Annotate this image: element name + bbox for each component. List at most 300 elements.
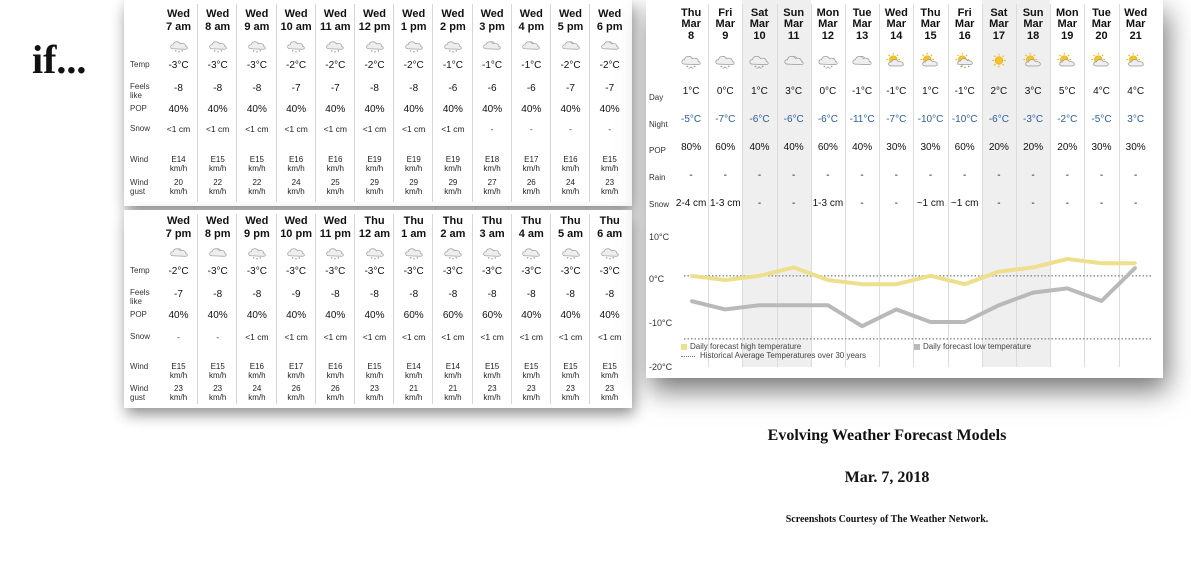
day-of-week: Mon — [816, 7, 840, 19]
hour-time: 5 am — [557, 228, 584, 240]
day-rain: - — [723, 170, 727, 181]
hour-day: Wed — [245, 8, 269, 20]
hour-wind: E15 — [602, 362, 617, 371]
hour-column — [237, 0, 276, 206]
sun-icon — [988, 52, 1010, 69]
hour-snow: <1 cm — [441, 332, 465, 342]
hour-icon-wrap — [590, 245, 629, 260]
day-of-week: Fri — [957, 7, 972, 19]
day-date: 18 — [1026, 30, 1040, 42]
hour-column — [551, 210, 590, 408]
hour-icon-wrap — [355, 38, 394, 53]
hour-icon-wrap — [433, 38, 472, 53]
legend-high: Daily forecast high temperature — [690, 342, 802, 351]
day-pop: 30% — [1125, 142, 1146, 153]
day-date: 17 — [992, 30, 1006, 42]
hour-snow: <1 cm — [284, 124, 308, 134]
day-rain: - — [860, 170, 864, 181]
day-date: 12 — [821, 30, 835, 42]
hour-column — [590, 0, 629, 206]
hour-gust-unit: km/h — [561, 393, 580, 402]
day-of-week: Thu — [681, 7, 702, 19]
hour-time: 8 am — [205, 21, 231, 33]
row-label-temp: Temp — [130, 60, 150, 69]
hour-feels-like: -7 — [605, 83, 615, 94]
day-column — [811, 0, 845, 367]
hour-feels-like: -8 — [526, 289, 536, 300]
snow-icon — [680, 52, 702, 69]
day-icon-wrap — [1050, 52, 1084, 69]
day-month: Mar — [1125, 18, 1146, 30]
row-label-pop: POP — [130, 310, 147, 319]
hour-snow: <1 cm — [245, 124, 269, 134]
sun-cloud-icon — [1022, 52, 1044, 69]
cloudy-icon — [208, 245, 228, 260]
day-pop: 60% — [817, 142, 838, 153]
hour-day: Thu — [521, 215, 542, 227]
hour-wind-unit: km/h — [326, 371, 344, 380]
hour-column — [433, 0, 472, 206]
light-snow-icon — [247, 38, 267, 53]
daily-row-label-night: Night — [649, 120, 668, 129]
hour-column — [277, 210, 316, 408]
day-of-week: Thu — [920, 7, 941, 19]
hour-icon-wrap — [277, 38, 316, 53]
hour-time: 10 am — [280, 21, 312, 33]
hour-icon-wrap — [473, 38, 512, 53]
hour-wind: E16 — [328, 362, 343, 371]
hour-temp: -3°C — [599, 266, 620, 277]
hour-column — [355, 210, 394, 408]
hour-column — [473, 210, 512, 408]
hour-temp: -3°C — [325, 266, 346, 277]
hour-feels-like: -9 — [291, 289, 301, 300]
hour-gust: 24 — [566, 178, 575, 187]
day-column — [742, 0, 776, 367]
hour-snow: <1 cm — [323, 124, 347, 134]
light-snow-icon — [443, 38, 463, 53]
hour-column — [551, 0, 590, 206]
hour-feels-like: -6 — [448, 83, 458, 94]
hour-day: Wed — [206, 8, 230, 20]
hour-time: 4 am — [518, 228, 544, 240]
hour-day: Wed — [166, 8, 191, 20]
cloudy-icon — [561, 38, 581, 53]
hour-column — [433, 210, 472, 408]
hour-column — [394, 0, 433, 206]
day-snow: - — [792, 198, 796, 209]
hour-gust-unit: km/h — [365, 187, 384, 196]
hour-wind: E17 — [524, 155, 539, 164]
day-date: 20 — [1095, 30, 1108, 42]
hour-snow: <1 cm — [519, 332, 543, 342]
hour-day: Thu — [560, 215, 581, 227]
day-month: Mar — [681, 18, 701, 30]
day-snow: ~1 cm — [916, 198, 945, 209]
hour-day: Wed — [166, 215, 191, 227]
hour-icon-wrap — [159, 38, 198, 53]
hour-icon-wrap — [277, 245, 316, 260]
day-icon-wrap — [948, 52, 982, 69]
day-month: Mar — [1023, 18, 1043, 30]
daily-forecast-panel — [646, 0, 1163, 378]
sun-cloud-icon — [1090, 52, 1112, 69]
night-low: -6°C — [817, 114, 838, 125]
hour-icon-wrap — [198, 245, 237, 260]
hour-feels-like: -8 — [252, 83, 262, 94]
row-label-wind: Wind — [130, 155, 149, 164]
hour-gust: 26 — [526, 178, 536, 187]
hour-time: 6 am — [597, 228, 623, 240]
hour-gust: 26 — [330, 384, 340, 393]
hour-time: 9 pm — [244, 228, 270, 240]
hour-day: Thu — [403, 215, 424, 227]
hour-snow: <1 cm — [401, 124, 426, 134]
hour-time: 5 pm — [557, 21, 584, 33]
daily-row-label-snow: Snow — [649, 200, 670, 209]
light-snow-icon — [325, 245, 345, 260]
hour-gust: 23 — [566, 384, 575, 393]
hour-column — [512, 0, 551, 206]
hour-feels-like: -7 — [174, 289, 183, 300]
light-snow-icon — [404, 245, 424, 260]
day-icon-wrap — [1016, 52, 1050, 69]
day-icon-wrap — [811, 52, 845, 69]
hour-snow: - — [529, 124, 533, 134]
hour-snow: <1 cm — [245, 332, 269, 342]
hour-wind: E19 — [406, 155, 421, 164]
sun-cloud-icon — [1125, 52, 1147, 69]
day-month: Mar — [989, 18, 1009, 30]
day-rain: - — [1099, 170, 1104, 181]
hour-gust: 25 — [330, 178, 340, 187]
hour-pop: 40% — [246, 310, 267, 321]
hour-snow: - — [177, 332, 180, 342]
hour-gust: 20 — [174, 178, 183, 187]
hour-icon-wrap — [394, 38, 433, 53]
legend-hist: Historical Average Temperatures over 30 years — [700, 351, 867, 360]
hour-day: Wed — [558, 8, 583, 20]
hour-time: 1 am — [401, 228, 427, 240]
light-snow-icon — [600, 245, 620, 260]
hour-wind: E14 — [171, 155, 186, 164]
row-label-feels: Feels like — [130, 82, 150, 100]
day-month: Mar — [715, 18, 736, 30]
hour-time: 3 pm — [479, 21, 505, 33]
day-date: 19 — [1061, 30, 1074, 42]
hour-wind-unit: km/h — [601, 164, 619, 173]
day-date: 15 — [924, 30, 937, 42]
light-snow-icon — [561, 245, 581, 260]
hour-feels-like: -8 — [213, 289, 223, 300]
hour-gust: 24 — [252, 384, 262, 393]
row-label-pop: POP — [130, 104, 147, 113]
hour-gust: 23 — [370, 384, 379, 393]
hour-time: 2 pm — [440, 21, 466, 33]
night-low: -6°C — [783, 114, 804, 125]
hour-snow: - — [569, 124, 572, 134]
hour-time: 3 am — [479, 228, 505, 240]
hour-temp: -2°C — [364, 60, 385, 71]
day-high: -1°C — [954, 86, 975, 97]
day-date: 13 — [855, 30, 869, 42]
hour-wind-unit: km/h — [444, 371, 462, 380]
hour-feels-like: -8 — [370, 83, 379, 94]
day-rain: - — [1065, 170, 1069, 181]
legend-low: Daily forecast low temperature — [923, 342, 1032, 351]
day-month: Mar — [1057, 18, 1078, 30]
day-high: 0°C — [819, 86, 837, 97]
hour-icon-wrap — [512, 245, 551, 260]
day-icon-wrap — [879, 52, 913, 69]
day-of-week: Sun — [1022, 7, 1044, 19]
hour-feels-like: -8 — [605, 289, 615, 300]
hour-time: 10 pm — [280, 228, 312, 240]
day-icon-wrap — [742, 52, 776, 69]
hour-feels-like: -8 — [252, 289, 262, 300]
hour-wind: E15 — [210, 362, 225, 371]
hour-gust: 22 — [252, 178, 262, 187]
hour-time: 1 pm — [400, 21, 427, 33]
hour-snow: <1 cm — [480, 332, 504, 342]
hour-snow: - — [216, 332, 220, 342]
light-snow-icon — [208, 38, 228, 53]
hour-day: Wed — [284, 215, 308, 227]
day-month: Mar — [920, 18, 941, 30]
hour-feels-like: -7 — [330, 83, 340, 94]
day-rain: - — [928, 170, 933, 181]
hour-time: 4 pm — [518, 21, 545, 33]
hour-day: Wed — [245, 215, 269, 227]
hour-gust: 23 — [605, 384, 615, 393]
day-snow: - — [757, 198, 762, 209]
hour-feels-like: -8 — [566, 289, 575, 300]
hour-day: Thu — [364, 215, 385, 227]
day-high: -1°C — [886, 86, 907, 97]
cloudy-icon — [851, 52, 873, 69]
row-label-gust: Wind gust — [130, 178, 149, 196]
hour-day: Wed — [323, 8, 347, 20]
hour-pop: 40% — [325, 104, 346, 115]
day-icon-wrap — [1119, 52, 1153, 69]
hour-icon-wrap — [198, 38, 237, 53]
hour-day: Wed — [598, 8, 622, 20]
caption-credit: Screenshots Courtesy of The Weather Network. — [785, 514, 989, 525]
day-date: 14 — [890, 30, 903, 42]
hour-gust-unit: km/h — [483, 393, 501, 402]
day-month: Mar — [783, 18, 804, 30]
hour-icon-wrap — [394, 245, 433, 260]
day-pop: 40% — [749, 142, 770, 153]
hour-wind-unit: km/h — [169, 164, 188, 173]
chart-legend — [681, 342, 1151, 362]
hour-wind-unit: km/h — [601, 371, 619, 380]
hour-wind-unit: km/h — [209, 371, 227, 380]
hour-day: Wed — [284, 8, 308, 20]
hour-icon-wrap — [237, 38, 276, 53]
hour-snow: <1 cm — [323, 332, 347, 342]
day-rain: - — [963, 170, 967, 181]
hour-wind: E15 — [602, 155, 617, 164]
night-low: -10°C — [917, 114, 944, 125]
hour-icon-wrap — [551, 245, 590, 260]
hour-temp: -2°C — [325, 60, 346, 71]
day-rain: - — [894, 170, 898, 181]
row-label-gust: Wind gust — [130, 384, 149, 402]
hour-gust-unit: km/h — [522, 187, 540, 196]
day-rain: - — [792, 170, 796, 181]
day-icon-wrap — [913, 52, 947, 69]
hour-temp: -2°C — [560, 60, 581, 71]
hour-temp: -2°C — [168, 266, 189, 277]
hour-pop: 40% — [521, 310, 542, 321]
hour-gust-unit: km/h — [209, 187, 227, 196]
cloudy-icon — [521, 38, 541, 53]
legend-swatch-low — [914, 344, 920, 350]
hour-time: 8 pm — [204, 228, 231, 240]
hour-pop: 60% — [442, 310, 463, 321]
sun-cloud-icon — [919, 52, 941, 69]
day-column — [1016, 0, 1050, 367]
hour-temp: -3°C — [364, 266, 385, 277]
hour-wind: E14 — [445, 362, 460, 371]
day-of-week: Mon — [1055, 7, 1079, 19]
legend-swatch-hist — [681, 356, 695, 357]
hour-temp: -3°C — [560, 266, 581, 277]
sun-cloud-icon — [1056, 52, 1078, 69]
hour-gust: 23 — [487, 384, 497, 393]
snow-icon — [714, 52, 736, 69]
hour-temp: -3°C — [482, 266, 503, 277]
snow-icon — [748, 52, 770, 69]
hour-temp: -3°C — [246, 266, 267, 277]
hour-gust: 23 — [213, 384, 223, 393]
hour-pop: 40% — [599, 104, 620, 115]
hour-time: 11 am — [320, 21, 351, 33]
hour-feels-like: -8 — [213, 83, 223, 94]
hour-column — [355, 0, 394, 206]
light-snow-icon — [247, 245, 267, 260]
hour-column — [159, 210, 198, 408]
hour-day: Thu — [599, 215, 620, 227]
day-high: 5°C — [1058, 86, 1076, 97]
hour-gust-unit: km/h — [326, 393, 344, 402]
hour-time: 2 am — [440, 228, 466, 240]
day-column — [845, 0, 879, 367]
hour-day: Thu — [442, 215, 463, 227]
hour-pop: 40% — [403, 104, 424, 115]
hour-time: 11 pm — [319, 228, 351, 240]
day-snow: - — [1065, 198, 1069, 209]
day-of-week: Fri — [718, 7, 733, 19]
hour-wind-unit: km/h — [248, 371, 266, 380]
hour-temp: -3°C — [246, 60, 267, 71]
hour-wind-unit: km/h — [248, 164, 266, 173]
hour-gust: 24 — [291, 178, 301, 187]
day-column — [1050, 0, 1084, 367]
hour-feels-like: -6 — [526, 83, 536, 94]
caption-title: Evolving Weather Forecast Models — [767, 427, 1007, 444]
hour-column — [473, 0, 512, 206]
hour-temp: -1°C — [521, 60, 542, 71]
hour-temp: -2°C — [286, 60, 307, 71]
hour-snow: <1 cm — [597, 332, 622, 342]
hour-wind: E15 — [171, 362, 186, 371]
day-date: 10 — [753, 30, 766, 42]
hour-temp: -3°C — [168, 60, 189, 71]
daily-row-label-day: Day — [649, 93, 664, 102]
hour-wind-unit: km/h — [444, 164, 462, 173]
hour-gust: 26 — [291, 384, 301, 393]
hour-gust-unit: km/h — [483, 187, 501, 196]
hour-gust-unit: km/h — [405, 393, 423, 402]
hour-wind-unit: km/h — [483, 371, 501, 380]
hour-feels-like: -7 — [566, 83, 575, 94]
day-rain: - — [826, 170, 830, 181]
hour-column — [316, 0, 355, 206]
hour-time: 7 pm — [165, 228, 192, 240]
hour-wind-unit: km/h — [522, 164, 540, 173]
day-column — [674, 0, 708, 367]
day-snow: ~1 cm — [950, 198, 979, 209]
hour-pop: 40% — [325, 310, 346, 321]
day-column — [948, 0, 982, 367]
hour-feels-like: -8 — [174, 83, 183, 94]
hour-gust: 27 — [487, 178, 497, 187]
day-of-week: Wed — [1124, 7, 1148, 19]
hour-gust: 23 — [526, 384, 536, 393]
hour-pop: 40% — [168, 104, 189, 115]
day-of-week: Sun — [783, 7, 805, 19]
hour-feels-like: -8 — [487, 289, 497, 300]
day-date: 16 — [958, 30, 971, 42]
day-icon-wrap — [1084, 52, 1118, 69]
day-pop: 30% — [920, 142, 941, 153]
legend-swatch-high — [681, 344, 687, 350]
hour-temp: -3°C — [442, 266, 463, 277]
day-rain: - — [1134, 170, 1138, 181]
hour-snow: <1 cm — [401, 332, 426, 342]
hour-wind: E15 — [210, 155, 225, 164]
day-icon-wrap — [674, 52, 708, 69]
night-low: 3°C — [1127, 114, 1145, 125]
day-icon-wrap — [708, 52, 742, 69]
day-pop: 80% — [681, 142, 702, 153]
day-high: 4°C — [1093, 86, 1110, 97]
hour-wind: E15 — [563, 362, 578, 371]
hour-day: Wed — [362, 8, 387, 20]
light-snow-icon — [365, 38, 385, 53]
hour-wind: E15 — [249, 155, 264, 164]
day-of-week: Tue — [1092, 7, 1111, 19]
row-label-snow: Snow — [130, 124, 151, 133]
hour-time: 7 am — [165, 21, 192, 33]
day-pop: 20% — [988, 142, 1009, 153]
night-low: -11°C — [849, 114, 875, 125]
hour-temp: -2°C — [599, 60, 620, 71]
hour-day: Wed — [402, 8, 426, 20]
hour-wind: E15 — [524, 362, 539, 371]
row-label-snow: Snow — [130, 332, 151, 341]
hour-gust-unit: km/h — [601, 187, 619, 196]
hour-column — [159, 0, 198, 206]
hour-wind-unit: km/h — [169, 371, 188, 380]
day-month: Mar — [749, 18, 770, 30]
hour-column — [394, 210, 433, 408]
hour-snow: - — [608, 124, 612, 134]
hour-wind: E14 — [406, 362, 421, 371]
day-icon-wrap — [982, 52, 1016, 69]
